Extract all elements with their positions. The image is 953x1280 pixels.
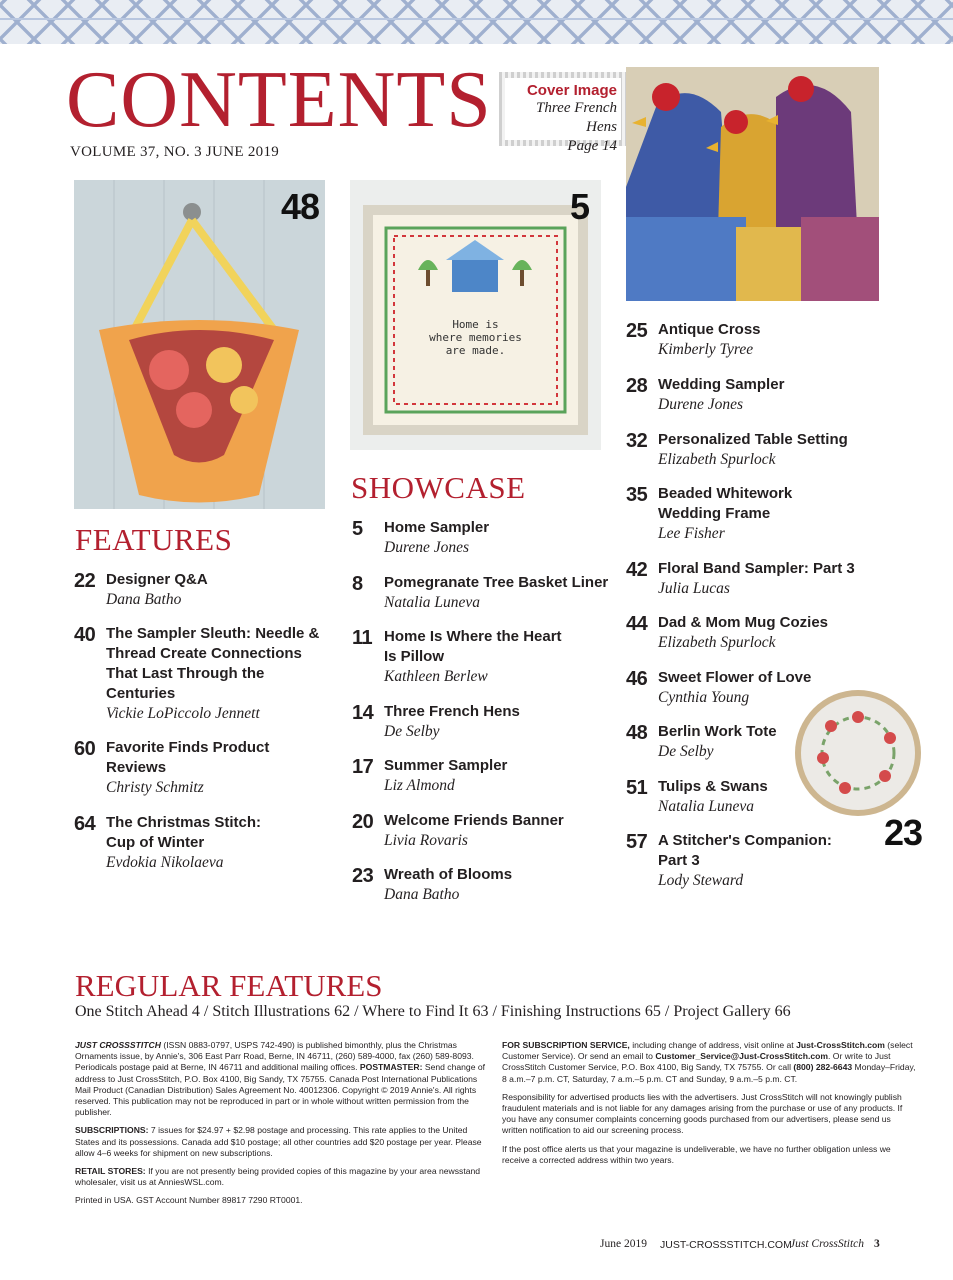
- showcase-author: Natalia Luneva: [384, 594, 481, 611]
- project-author: Cynthia Young: [658, 689, 750, 706]
- email-link[interactable]: Customer_Service@Just-CrossStitch.com: [655, 1051, 829, 1062]
- page-title: CONTENTS: [66, 56, 492, 144]
- project-author: Elizabeth Spurlock: [658, 451, 776, 468]
- showcase-page-number: 5: [352, 518, 363, 540]
- project-page-number: 57: [626, 831, 648, 853]
- regular-features-heading: REGULAR FEATURES: [75, 968, 383, 1003]
- showcase-author: Dana Batho: [384, 886, 460, 903]
- advertiser-responsibility-statement: Responsibility for advertised products lies with the advertisers. Just CrossStitch will not knowingly publish fraudulent materials and is not liable for any damages arising from the purchase or use of any products. If you have any consumer complaints concerning goods purchased from our advertisers, please send us written notification to aid our screening process.: [502, 1091, 903, 1136]
- project-page-number: 51: [626, 777, 648, 799]
- feature-title: The Sampler Sleuth: Needle & Thread Create Connections That Last Through the Centuries: [106, 625, 320, 702]
- cover-image-label: Cover Image: [526, 82, 617, 99]
- project-page-number: 32: [626, 430, 648, 452]
- showcase-author: Durene Jones: [384, 539, 470, 556]
- feature-page-number: 60: [74, 738, 96, 760]
- sampler-text-line1: Home is: [452, 318, 499, 331]
- volume-issue-line: VOLUME 37, NO. 3 JUNE 2019: [70, 144, 280, 160]
- berlin-work-tote-photo: [74, 180, 325, 509]
- project-title: Sweet Flower of Love: [658, 669, 812, 686]
- showcase-page-number: 11: [352, 627, 373, 649]
- project-title: Personalized Table Setting: [658, 431, 848, 448]
- sampler-text-line3: are made.: [445, 344, 506, 357]
- project-title: Beaded Whitework Wedding Frame: [658, 485, 793, 522]
- showcase-title: Home Sampler: [384, 519, 490, 536]
- wreath-of-blooms-photo: [793, 688, 923, 818]
- showcase-title: Pomegranate Tree Basket Liner: [384, 574, 609, 591]
- project-author: Lody Steward: [658, 872, 744, 889]
- project-author: Kimberly Tyree: [658, 341, 754, 358]
- project-page-number: 35: [626, 484, 648, 506]
- footer-page-number: 3: [874, 1238, 880, 1250]
- cover-image-callout: [499, 72, 627, 154]
- showcase-page-number: 8: [352, 573, 363, 595]
- publication-statement: JUST CROSSSTITCH (ISSN 0883-0797, USPS 742-490) is published bimonthly, plus the Christmas Ornaments issue, by Annie's, 306 East Parr Road, Berne, IN 46711, (260) 589-4000, fax (260) 589-8093. Periodicals postage paid at Berne, IN 46711 and additional mailing offices. POSTMASTER: Send change of address to Just CrossStitch, P.O. Box 4100, Big Sandy, TX 75755. Canada Post International Publications Mail Product (Canadian Distribution) Sales Agreement No. 40012306. Copyright © 2019 Annie's. All rights reserved. This publication may not be reproduced in part or in whole without written permission from the publisher.: [75, 1040, 486, 1118]
- cover-image-project: Three French Hens: [536, 100, 617, 135]
- showcase-title: Home Is Where the Heart Is Pillow: [384, 628, 562, 665]
- feature-title: The Christmas Stitch: Cup of Winter: [106, 814, 262, 851]
- sampler-text-line2: where memories: [429, 331, 522, 344]
- showcase-author: Livia Rovaris: [384, 832, 468, 849]
- footer-magazine-name: Just CrossStitch: [790, 1238, 865, 1250]
- tote-page-number: 48: [280, 186, 319, 227]
- project-title: Tulips & Swans: [658, 778, 768, 795]
- subscription-service-statement: FOR SUBSCRIPTION SERVICE, including change of address, visit online at Just-CrossStitch.com (select Customer Service). Or send an email to Customer_Service@Just-CrossStitch.com. Or write to Just CrossStitch Customer Service, P.O. Box 4100, Big Sandy, TX 75755. Or call (800) 282-6643 Monday–Friday, 8 a.m.–7 p.m. CT, Saturday, 7 a.m.–5 p.m. CT and Sunday, 9 a.m.–5 p.m. CT.: [502, 1040, 916, 1084]
- showcase-page-number: 17: [352, 756, 374, 778]
- showcase-page-number: 23: [352, 865, 374, 887]
- project-title: Wedding Sampler: [658, 376, 785, 393]
- phone-number: (800) 282-6643: [793, 1062, 853, 1073]
- features-heading: FEATURES: [75, 522, 233, 557]
- website-link[interactable]: Just-CrossStitch.com: [796, 1040, 885, 1050]
- feature-author: Dana Batho: [106, 591, 182, 608]
- home-sampler-photo: [350, 180, 601, 450]
- footer-date: June 2019: [600, 1238, 647, 1250]
- showcase-title: Three French Hens: [384, 703, 520, 720]
- showcase-author: Liz Almond: [384, 777, 455, 794]
- feature-page-number: 40: [74, 624, 96, 646]
- cover-image-page: Page 14: [567, 138, 617, 154]
- subscriptions-statement: SUBSCRIPTIONS: 7 issues for $24.97 + $2.98 postage and processing. This rate applies to the United States and its possessions. Canada add $10 postage; all other countries add $20 postage per year. Please allow 4–6 weeks for shipment on new subscriptions.: [75, 1125, 482, 1158]
- project-title: A Stitcher's Companion: Part 3: [658, 832, 832, 869]
- showcase-heading: SHOWCASE: [351, 470, 526, 505]
- sampler-page-number: 5: [569, 186, 589, 227]
- undeliverable-statement: If the post office alerts us that your magazine is undeliverable, we have no further obligation unless we receive a corrected address within two years.: [502, 1143, 891, 1165]
- project-title: Antique Cross: [658, 321, 761, 338]
- project-title: Dad & Mom Mug Cozies: [658, 614, 829, 631]
- sampler-illustration: [350, 180, 601, 450]
- retail-stores-statement: RETAIL STORES: If you are not presently being provided copies of this magazine by your area newsstand wholesaler, visit us at AnniesWSL.com.: [75, 1166, 481, 1188]
- feature-author: Christy Schmitz: [106, 779, 204, 796]
- printed-in-statement: Printed in USA. GST Account Number 89817 7290 RT0001.: [75, 1195, 303, 1206]
- project-page-number: 25: [626, 320, 648, 342]
- hens-illustration: [626, 67, 879, 301]
- feature-page-number: 64: [74, 813, 96, 835]
- project-author: Julia Lucas: [658, 580, 730, 597]
- tote-illustration: [74, 180, 325, 509]
- showcase-author: Kathleen Berlew: [384, 668, 488, 685]
- project-page-number: 44: [626, 613, 648, 635]
- showcase-title: Summer Sampler: [384, 757, 508, 774]
- feature-page-number: 22: [74, 570, 96, 592]
- feature-author: Vickie LoPiccolo Jennett: [106, 705, 260, 722]
- feature-author: Evdokia Nikolaeva: [106, 854, 224, 871]
- wreath-illustration: [793, 688, 923, 818]
- project-author: Durene Jones: [658, 396, 744, 413]
- project-title: Berlin Work Tote: [658, 723, 777, 740]
- project-author: Lee Fisher: [658, 525, 725, 542]
- project-page-number: 42: [626, 559, 648, 581]
- project-title: Floral Band Sampler: Part 3: [658, 560, 855, 577]
- showcase-page-number: 14: [352, 702, 374, 724]
- showcase-title: Welcome Friends Banner: [384, 812, 564, 829]
- project-author: De Selby: [658, 743, 714, 760]
- project-page-number: 48: [626, 722, 648, 744]
- showcase-author: De Selby: [384, 723, 440, 740]
- project-page-number: 28: [626, 375, 648, 397]
- footer-website: JUST-CROSSSTITCH.COM: [660, 1239, 792, 1251]
- publication-info-right: [502, 1040, 917, 1173]
- sampler-stitched-text: [410, 318, 541, 357]
- showcase-title: Wreath of Blooms: [384, 866, 513, 883]
- project-author: Natalia Luneva: [658, 798, 755, 815]
- publication-info-left: [75, 1040, 493, 1214]
- feature-title: Designer Q&A: [106, 571, 208, 588]
- project-author: Elizabeth Spurlock: [658, 634, 776, 651]
- showcase-page-number: 20: [352, 811, 374, 833]
- feature-title: Favorite Finds Product Reviews: [106, 739, 270, 776]
- regular-features-list: One Stitch Ahead 4 / Stitch Illustrations 62 / Where to Find It 63 / Finishing Instructions 65 / Project Gallery 66: [75, 1003, 791, 1020]
- wreath-page-number: 23: [884, 812, 923, 853]
- cross-stitch-border: [0, 0, 953, 44]
- three-french-hens-photo: [626, 67, 879, 301]
- project-page-number: 46: [626, 668, 648, 690]
